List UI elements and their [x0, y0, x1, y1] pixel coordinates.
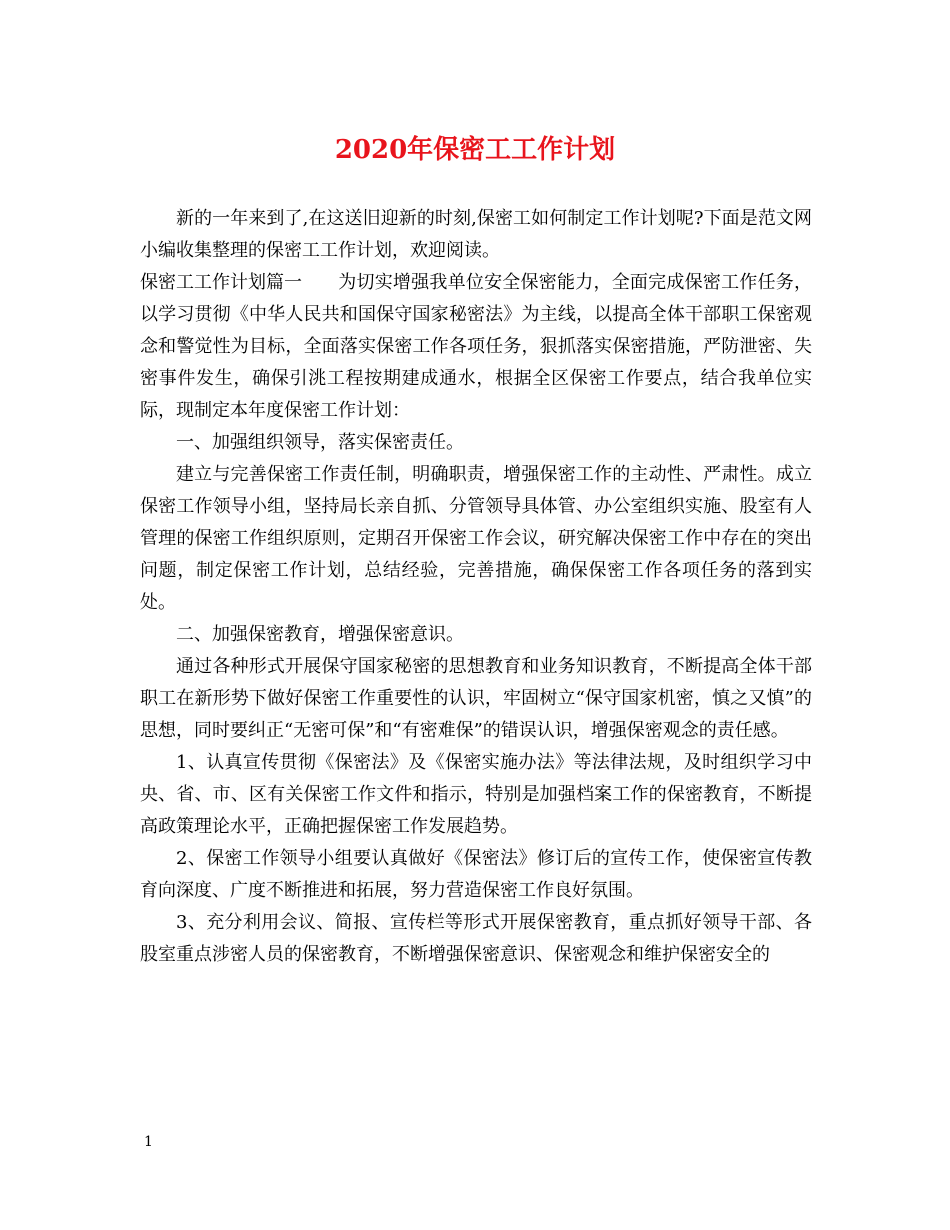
section-label: 保密工工作计划篇一	[140, 272, 302, 293]
section-paragraph	[140, 267, 812, 427]
list-item-two: 2、保密工作领导小组要认真做好《保密法》修订后的宣传工作，使保密宣传教育向深度、广度不断推进和拓展，努力营造保密工作良好氛围。	[140, 848, 812, 901]
section-text: 为切实增强我单位安全保密能力，全面完成保密工作任务，以学习贯彻《中华人民共和国保守国家秘密法》为主线，以提高全体干部职工保密观念和警觉性为目标，全面落实保密工作各项任务，狠抓落实保密措施，严防泄密、失密事件发生，确保引洮工程按期建成通水，根据全区保密工作要点，结合我单位实际，现制定本年度保密工作计划：	[140, 272, 812, 421]
document-title: 2020年保密工工作计划	[334, 135, 616, 165]
list-item-one: 1、认真宣传贯彻《保密法》及《保密实施办法》等法律法规，及时组织学习中央、省、市、区有关保密工作文件和指示，特别是加强档案工作的保密教育，不断提高政策理论水平，正确把握保密工作发展趋势。	[140, 752, 812, 837]
heading-one: 一、加强组织领导，落实保密责任。	[176, 432, 464, 453]
paragraph-two: 通过各种形式开展保守国家秘密的思想教育和业务知识教育，不断提高全体干部职工在新形势下做好保密工作重要性的认识，牢固树立“保守国家机密，慎之又慎”的思想，同时要纠正“无密可保”和“有密难保”的错误认识，增强保密观念的责任感。	[140, 656, 812, 741]
paragraph-one: 建立与完善保密工作责任制，明确职责，增强保密工作的主动性、严肃性。成立保密工作领导小组，坚持局长亲自抓、分管领导具体管、办公室组织实施、股室有人管理的保密工作组织原则，定期召开保密工作会议，研究解决保密工作中存在的突出问题，制定保密工作计划，总结经验，完善措施，确保保密工作各项任务的落到实处。	[140, 464, 812, 613]
heading-two: 二、加强保密教育，增强保密意识。	[176, 624, 464, 645]
list-item-three: 3、充分利用会议、简报、宣传栏等形式开展保密教育，重点抓好领导干部、各股室重点涉密人员的保密教育，不断增强保密意识、保密观念和维护保密安全的	[140, 912, 812, 965]
document-body	[140, 203, 812, 971]
intro-paragraph: 新的一年来到了,在这送旧迎新的时刻,保密工如何制定工作计划呢?下面是范文网小编收集整理的保密工工作计划，欢迎阅读。	[140, 208, 812, 261]
page-number: 1	[144, 1134, 153, 1150]
